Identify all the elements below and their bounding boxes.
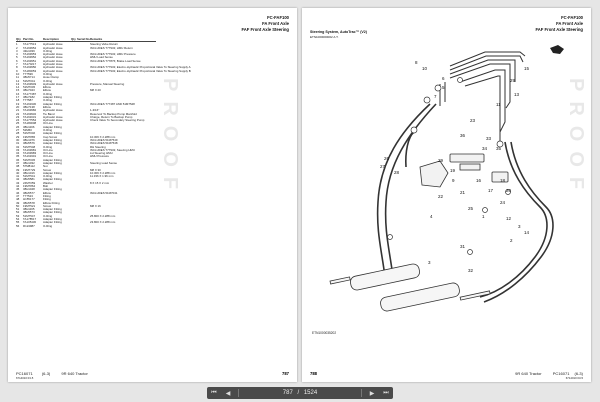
table-cell: INCLUDES T77876; Brake Load Sense xyxy=(90,58,141,63)
table-cell: 10.306 X 2.288 mm xyxy=(90,170,116,175)
table-cell: Hose Clamp xyxy=(43,75,59,80)
col-header: Serial No. xyxy=(77,37,91,41)
callout-number: 34 xyxy=(482,146,488,151)
table-cell: TA177554 xyxy=(23,118,37,123)
table-cell: Screw xyxy=(43,203,52,208)
page-number: 787 xyxy=(282,371,289,376)
table-cell: Cap Screw xyxy=(43,134,58,139)
callout-number: 15 xyxy=(524,66,530,71)
table-cell: TA193950 xyxy=(23,65,37,70)
table-cell: 25 xyxy=(16,121,20,126)
table-cell: Adapter Fitting xyxy=(43,187,62,192)
table-cell: RH Steering xyxy=(90,144,106,149)
table-cell: Screw xyxy=(43,167,52,172)
table-cell: 38H1016 xyxy=(23,170,35,175)
table-cell: 41 xyxy=(16,174,20,179)
table-cell: T77587 xyxy=(23,98,33,103)
page-788 xyxy=(302,8,591,382)
table-cell: Hydraulic Hose xyxy=(43,108,63,113)
table-cell: M8 X 30 xyxy=(90,167,101,172)
callout-number: 24 xyxy=(500,200,506,205)
steering-system-diagram xyxy=(310,42,583,342)
table-cell: O-Ring xyxy=(43,48,53,53)
table-cell xyxy=(77,225,90,228)
callout-number: 20 xyxy=(506,188,512,193)
table-cell: Adapter Fitting xyxy=(43,170,62,175)
table-cell: 38H5581 xyxy=(23,177,35,182)
table-cell: Adapter Fitting xyxy=(43,101,62,106)
table-cell: 20 xyxy=(16,104,20,109)
table-cell: 17 xyxy=(16,95,20,100)
table-cell: 1-3/16" xyxy=(90,108,100,113)
table-cell: Oil Line xyxy=(43,151,53,156)
table-cell: 51M7045 xyxy=(23,157,36,162)
callout-number: 29 xyxy=(510,78,516,83)
table-row xyxy=(16,225,156,228)
callout-layer xyxy=(380,60,530,273)
table-cell: O-Ring xyxy=(43,128,53,133)
table-cell: 9 xyxy=(16,68,18,73)
table-cell: TA193954 xyxy=(23,45,37,50)
table-cell: Elbow xyxy=(43,190,51,195)
table-cell: TA193952 xyxy=(23,55,37,60)
table-cell: 19M7864 xyxy=(23,184,36,189)
footer-small: 6714010 03-5 xyxy=(565,376,583,380)
col-header: Part No. xyxy=(23,37,35,41)
next-page-icon[interactable]: ▶ xyxy=(369,390,375,397)
table-cell: TA193982 xyxy=(23,108,37,113)
table-cell: M8 X 16 xyxy=(90,203,101,208)
callout-number: 31 xyxy=(460,244,466,249)
header-title-2: FAF Front Axle Steering xyxy=(535,27,583,32)
table-cell: 3 xyxy=(16,48,18,53)
table-cell: 24M7059 xyxy=(23,180,36,185)
table-cell: 51M7541 xyxy=(23,174,36,179)
table-cell: INCLUDES T77932; HMU Pressure xyxy=(90,52,136,57)
table-cell: TA177513 xyxy=(23,42,37,47)
table-cell: 12 xyxy=(16,78,20,83)
table-cell: 38H5573 xyxy=(23,210,35,215)
table-cell: 51M7046 xyxy=(23,131,36,136)
table-header xyxy=(16,38,156,42)
header-title-1: FA Front Axle xyxy=(262,21,289,26)
table-cell: 38H1166 xyxy=(23,124,35,129)
watermark-text: PROOF xyxy=(565,78,587,200)
table-cell: 38H5576 xyxy=(23,141,35,146)
table-cell: 54 xyxy=(16,217,20,222)
table-cell: Bolt xyxy=(43,184,48,189)
table-cell: INCLUDES T77932; HMU Return xyxy=(90,45,133,50)
table-cell: Adapter Fitting xyxy=(43,137,62,142)
table-cell: 32 xyxy=(16,144,20,149)
table-cell: Hydraulic Hose xyxy=(43,114,63,119)
table-cell: INCLUDES T77932; Electro-Hydraulic Proportional Valve To Steering Supply B xyxy=(90,68,191,73)
table-cell: 25.800 X 2.288 mm xyxy=(90,213,116,218)
table-cell: TA177487 xyxy=(23,91,37,96)
table-cell: 39 xyxy=(16,167,20,172)
page-separator: / xyxy=(297,390,300,396)
table-cell: Pressure, Manual Steering xyxy=(90,81,125,86)
table-cell: Hydraulic Hose xyxy=(43,68,63,73)
footer-code-text: PC16071 xyxy=(552,371,570,376)
table-cell: 36 xyxy=(16,157,20,162)
table-cell: Check Valve To Secondary Steering Pump xyxy=(90,118,145,123)
table-cell: Adapter Fitting xyxy=(43,217,62,222)
table-cell: 46 xyxy=(16,190,20,195)
table-cell: 27 xyxy=(16,128,20,133)
proof-watermark xyxy=(564,78,587,205)
callout-number: 18 xyxy=(500,178,506,183)
table-cell: Oil Line xyxy=(43,154,53,159)
header-code: FC-FAF100 xyxy=(561,15,583,20)
footer-section: (6-3) xyxy=(41,371,51,376)
table-cell: 47 xyxy=(16,193,20,198)
callout-number: 21 xyxy=(460,190,466,195)
page-navigation-bar xyxy=(207,387,393,399)
header-title-1: FA Front Axle xyxy=(556,21,583,26)
table-cell: Adapter Fitting xyxy=(43,207,62,212)
table-cell: 38 xyxy=(16,164,20,169)
callout-number: 9 xyxy=(452,178,455,183)
table-cell: INCLUDES 51M7041 xyxy=(90,190,118,195)
table-cell: Adapter Fitting xyxy=(43,95,62,100)
table-cell: Steering Load Sense xyxy=(90,160,117,165)
callout-number: 26 xyxy=(384,156,390,161)
total-pages: 1524 xyxy=(303,390,318,396)
table-cell: 13 xyxy=(16,81,20,86)
table-cell: 19M7865 xyxy=(23,134,36,139)
current-page[interactable]: 787 xyxy=(282,390,293,396)
table-cell: Elbow Fitting xyxy=(43,200,60,205)
table-cell: 51M7547 xyxy=(23,213,36,218)
table-cell: 38H7182 xyxy=(23,95,35,100)
table-cell: Adapter Fitting xyxy=(43,131,62,136)
table-cell: 22 xyxy=(16,111,20,116)
table-cell: 8 X 15 X 2 mm xyxy=(90,180,110,185)
callout-number: 27 xyxy=(380,164,386,169)
table-cell: O-Ring xyxy=(43,98,53,103)
table-cell: Oil Line xyxy=(43,121,53,126)
table-cell: Oil Line xyxy=(43,147,53,152)
page-indicator xyxy=(242,390,358,396)
table-cell: Hydraulic Hose xyxy=(43,52,63,57)
callout-number: 14 xyxy=(524,230,530,235)
callout-number: 3 xyxy=(518,224,521,229)
table-cell: 7 xyxy=(16,62,18,67)
table-cell: 38H1048 xyxy=(23,187,35,192)
table-cell: 53 xyxy=(16,213,20,218)
table-cell: Elbow xyxy=(43,104,51,109)
callout-number: 8 xyxy=(415,60,418,65)
col-header: Description xyxy=(43,37,59,41)
table-cell: 49 xyxy=(16,200,20,205)
table-cell: 8 xyxy=(16,65,18,70)
table-cell: 18 xyxy=(16,98,20,103)
table-cell: Charge, Return To Backup Pump xyxy=(90,114,133,119)
page-number: 788 xyxy=(310,371,317,376)
table-cell: TA191631 xyxy=(23,114,37,119)
table-cell: 21 xyxy=(16,108,20,113)
table-cell: 1 xyxy=(16,42,18,47)
table-cell: Hydraulic Hose xyxy=(43,45,63,50)
table-cell: 38H7043 xyxy=(23,88,35,93)
table-cell: 10 xyxy=(16,71,20,76)
table-cell: 50 xyxy=(16,203,20,208)
table-cell: 48 xyxy=(16,197,20,202)
callout-number: 4 xyxy=(430,214,433,219)
table-cell: 11 xyxy=(16,75,20,80)
table-cell: O-Ring xyxy=(43,223,53,228)
table-cell: 43H1039 xyxy=(23,48,35,53)
table-cell: 43 xyxy=(16,180,20,185)
callout-number: 3 xyxy=(428,260,431,265)
callout-number: 35 xyxy=(496,146,502,151)
callout-number: 23 xyxy=(470,118,476,123)
table-cell: 28 xyxy=(16,131,20,136)
deere-logo-icon xyxy=(550,45,564,54)
table-cell: Hydraulic Hose xyxy=(43,81,63,86)
watermark-text: PROOF xyxy=(159,78,181,200)
callout-number: 19 xyxy=(450,168,456,173)
table-cell: 52 xyxy=(16,210,20,215)
table-cell: 37 xyxy=(16,160,20,165)
table-cell: Hydraulic Hose xyxy=(43,65,63,70)
table-cell: R124987 xyxy=(23,223,35,228)
table-cell: TA193949 xyxy=(23,81,37,86)
table-cell: TA193983 xyxy=(23,151,37,156)
table-cell: Steering Valve Return xyxy=(90,42,119,47)
table-cell: 10.306 X 2.288 mm xyxy=(90,134,116,139)
table-cell: 38H1032 xyxy=(23,160,35,165)
table-cell: 38H5714 xyxy=(23,75,35,80)
table-cell: 38H1165 xyxy=(23,207,35,212)
col-header: Qty xyxy=(16,37,21,41)
table-cell: INCLUDES T77932; Steering HMU xyxy=(90,147,135,152)
table-cell: 19 xyxy=(16,101,20,106)
subheader: Steering System, AutoTrac™ (V2) xyxy=(310,30,367,34)
table-cell: 5 xyxy=(16,55,18,60)
callout-number: 11 xyxy=(496,102,501,107)
table-cell: TA180053 xyxy=(23,68,37,73)
callout-number: 33 xyxy=(486,136,492,141)
callout-number: 29 xyxy=(438,158,444,163)
table-cell: Hydraulic Hose xyxy=(43,118,63,123)
table-cell: 38H5578 xyxy=(23,200,35,205)
subheader-code: ETN1000000002 A.T. xyxy=(310,35,339,39)
table-cell: Adapter Fitting xyxy=(43,177,62,182)
table-cell: O-Ring xyxy=(43,144,53,149)
callout-number: 6 xyxy=(442,76,445,81)
callout-number: 7 xyxy=(434,94,437,99)
table-cell: 51M7041 xyxy=(23,78,36,83)
callout-number: 5 xyxy=(442,85,445,90)
table-cell: Nut xyxy=(43,164,48,169)
table-cell: TA191930 xyxy=(23,101,37,106)
table-cell: Elbow xyxy=(43,88,51,93)
callout-number: 1 xyxy=(482,214,485,219)
table-cell: 11.336 X 1.96 mm xyxy=(90,174,114,179)
table-cell: 52M60 xyxy=(23,128,32,133)
table-cell: 23 xyxy=(16,114,20,119)
footer-section: (6-3) xyxy=(574,371,583,376)
table-cell: INCLUDES 51M7549 xyxy=(90,137,118,142)
table-cell: Adapter Fitting xyxy=(43,210,62,215)
table-cell: Tie Band xyxy=(43,111,55,116)
table-cell: 42 xyxy=(16,177,20,182)
table-cell: TA105430 xyxy=(23,220,37,225)
table-cell: 56 xyxy=(16,223,20,228)
last-page-icon[interactable]: ⏭ xyxy=(383,389,389,396)
table-cell: 33 xyxy=(16,147,20,152)
footer-model: 9R 640 Tractor xyxy=(61,371,88,376)
table-cell xyxy=(90,225,156,228)
table-cell: Hydraulic Hose xyxy=(43,55,63,60)
separator xyxy=(361,389,362,397)
table-cell: 30 xyxy=(16,137,20,142)
table-cell: LH Steering HMU xyxy=(90,151,113,156)
table-cell: O-Ring xyxy=(43,71,53,76)
callout-number: 22 xyxy=(438,194,444,199)
diagram-id-label: ETN1000035202 xyxy=(312,331,337,335)
table-cell: 51 xyxy=(16,207,20,212)
table-cell: Fitting xyxy=(43,197,51,202)
footer-small: 6714010 03-5 xyxy=(16,376,34,380)
table-cell: O-Ring xyxy=(43,78,53,83)
table-cell: Washer xyxy=(43,180,53,185)
callout-number: 12 xyxy=(506,216,512,221)
table-cell: Hydraulic Hose xyxy=(43,42,63,47)
table-cell: Fitting xyxy=(43,193,51,198)
table-cell: O-Ring xyxy=(43,213,53,218)
table-cell: 6 xyxy=(16,58,18,63)
table-cell: 2 xyxy=(16,45,18,50)
table-cell: 57M8112 xyxy=(23,164,35,169)
callout-number: 25 xyxy=(468,206,474,211)
table-cell: INCLUDES 51M7548 xyxy=(90,141,118,146)
table-cell: TA178517 xyxy=(23,217,37,222)
table-cell: Hydraulic Hose xyxy=(43,58,63,63)
table-cell: HMU Load Sense xyxy=(90,55,113,60)
table-cell: Adapter Fitting xyxy=(43,141,62,146)
page-787 xyxy=(8,8,297,382)
table-cell: Adapter Fitting xyxy=(43,220,62,225)
footer-code-text: PC16071 xyxy=(16,371,33,376)
first-page-icon[interactable]: ⏮ xyxy=(211,389,217,396)
separator xyxy=(238,389,239,397)
table-cell: 40 xyxy=(16,170,20,175)
table-cell: 23.800 X 2.288 mm xyxy=(90,220,116,225)
table-cell: 19M7729 xyxy=(23,167,36,172)
table-cell: 51M7548 xyxy=(23,144,36,149)
table-cell: O-Ring xyxy=(43,91,53,96)
table-cell: 35 xyxy=(16,154,20,159)
table-cell: 4 xyxy=(16,52,18,57)
proof-watermark xyxy=(158,78,181,205)
table-cell: TA193981 xyxy=(23,147,37,152)
table-cell: TA193951 xyxy=(23,58,37,63)
table-cell: TA180008 xyxy=(23,121,37,126)
table-cell: H155177 xyxy=(23,197,35,202)
table-cell: 34 xyxy=(16,151,20,156)
callout-number: 2 xyxy=(510,238,513,243)
table-cell: 55 xyxy=(16,220,20,225)
table-cell: 38H5577 xyxy=(23,190,35,195)
table-cell: TA193932 xyxy=(23,111,37,116)
prev-page-icon[interactable]: ◀ xyxy=(225,390,231,397)
table-cell: INCLUDES T77932; Electro-Hydraulic Proportional Valve To Steering Supply A xyxy=(90,65,191,70)
table-cell: 45 xyxy=(16,187,20,192)
table-cell: Reservoir To Backup Pump Manifold xyxy=(90,111,137,116)
table-cell: 44 xyxy=(16,184,20,189)
footer-model: 9R 640 Tractor xyxy=(515,371,542,376)
table-cell: 16 xyxy=(16,91,20,96)
header-title-2: FAF Front Axle Steering xyxy=(241,27,289,32)
table-cell: HMU Pressure xyxy=(90,154,109,159)
table-cell: Hydraulic Hose xyxy=(43,62,63,67)
table-cell: 14 xyxy=(16,85,20,90)
table-cell: O-Ring xyxy=(43,174,53,179)
table-cell: INCLUDES T77487 AND 51M7548 xyxy=(90,101,135,106)
col-header: Qty xyxy=(71,37,76,41)
table-cell: 51M7045 xyxy=(23,85,36,90)
table-cell: Adapter Fitting xyxy=(43,160,62,165)
table-cell: 19M7521 xyxy=(23,203,36,208)
col-header: Remarks xyxy=(90,37,103,41)
callout-number: 13 xyxy=(514,92,520,97)
table-cell: 29 xyxy=(16,134,20,139)
table-cell: M8 X 20 xyxy=(90,88,101,93)
table-cell: Elbow xyxy=(43,85,51,90)
callout-number: 28 xyxy=(394,170,400,175)
callout-number: 17 xyxy=(488,188,494,193)
table-cell: TA170217 xyxy=(23,62,37,67)
table-cell: TA191901 xyxy=(23,154,37,159)
table-cell: 38H1076 xyxy=(23,137,35,142)
table-cell: TA193953 xyxy=(23,52,37,57)
table-cell: 31 xyxy=(16,141,20,146)
table-cell: 38H7138 xyxy=(23,104,35,109)
header-code: FC-FAF100 xyxy=(267,15,289,20)
table-cell: 15 xyxy=(16,88,20,93)
callout-number: 16 xyxy=(476,178,482,183)
callout-number: 10 xyxy=(422,66,428,71)
callout-number: 32 xyxy=(468,268,474,273)
callout-number: 36 xyxy=(460,133,466,138)
table-cell: T77596 xyxy=(23,71,33,76)
table-cell: 26 xyxy=(16,124,20,129)
table-cell: Adapter Fitting xyxy=(43,157,62,162)
table-cell: Adapter Fitting xyxy=(43,124,62,129)
table-cell: T77523 xyxy=(23,193,33,198)
table-cell: 24 xyxy=(16,118,20,123)
